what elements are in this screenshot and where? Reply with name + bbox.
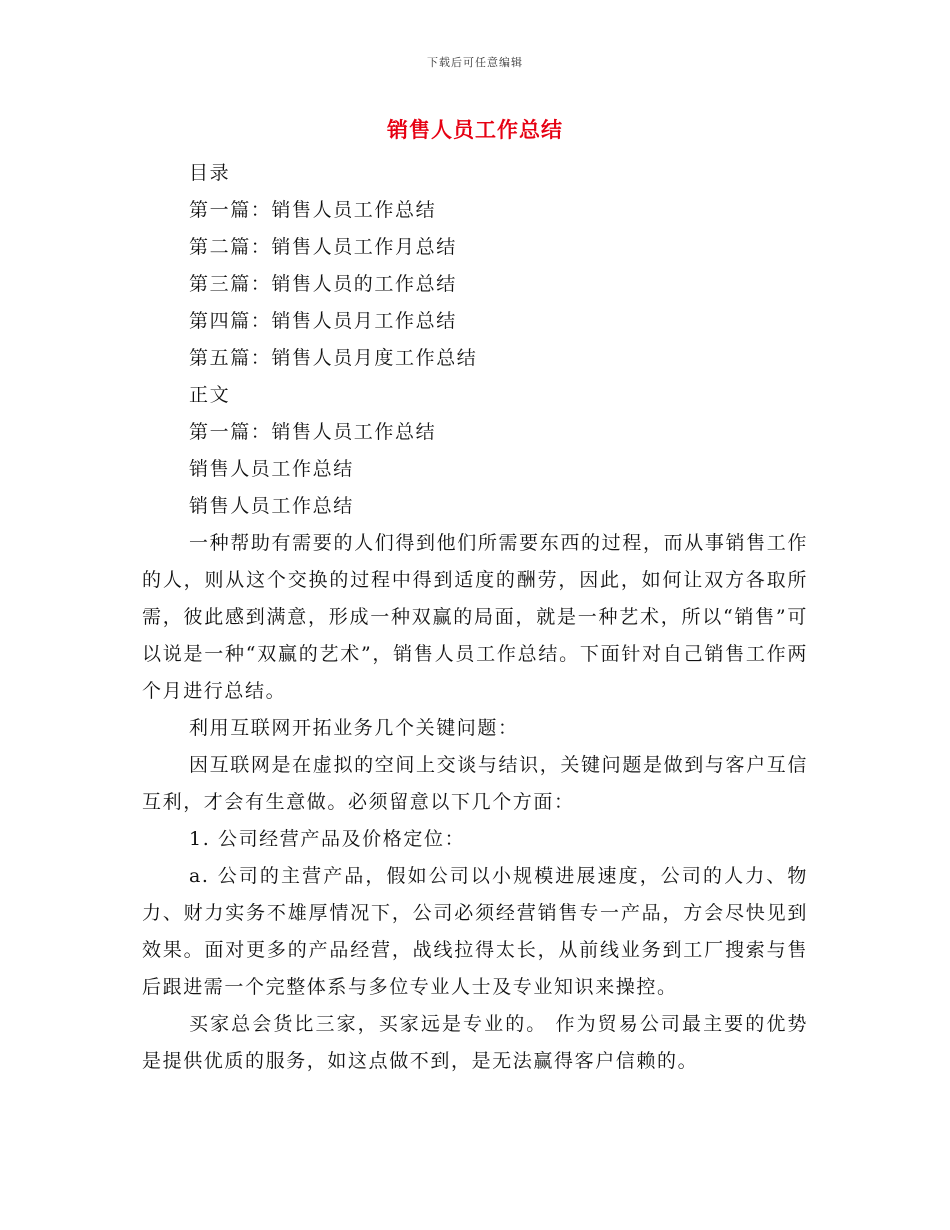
toc-item: 第四篇：销售人员月工作总结 <box>189 310 457 332</box>
sub-heading: 销售人员工作总结 <box>189 495 354 517</box>
paragraph: 利用互联网开拓业务几个关键问题： <box>189 717 519 739</box>
paragraph: a. 公司的主营产品，假如公司以小规模进展速度，公司的人力、物力、财力实务不雄厚情况下，公司必须经营销售专一产品，方会尽快见到效果。面对更多的产品经营，战线拉得太长，从前线业务到工厂搜索与售后跟进需一个完整体系与多位专业人士及专业知识来操控。 <box>142 865 808 998</box>
toc-item: 第三篇：销售人员的工作总结 <box>189 273 457 295</box>
chapter-heading: 第一篇：销售人员工作总结 <box>189 421 437 443</box>
paragraph: 1. 公司经营产品及价格定位： <box>189 828 466 850</box>
paragraph: 一种帮助有需要的人们得到他们所需要东西的过程，而从事销售工作的人，则从这个交换的过程中得到适度的酬劳，因此，如何让双方各取所需，彼此感到满意，形成一种双赢的局面，就是一种艺术，所以“销售”可以说是一种“双赢的艺术”，销售人员工作总结。下面针对自己销售工作两个月进行总结。 <box>142 532 808 702</box>
header-note: 下载后可任意编辑 <box>427 56 523 69</box>
toc-item: 第五篇：销售人员月度工作总结 <box>189 347 478 369</box>
paragraph: 买家总会货比三家，买家远是专业的。 作为贸易公司最主要的优势是提供优质的服务，如这点做不到，是无法赢得客户信赖的。 <box>142 1013 808 1072</box>
body-label: 正文 <box>189 384 231 406</box>
paragraph: 因互联网是在虚拟的空间上交谈与结识，关键问题是做到与客户互信互利，才会有生意做。必须留意以下几个方面： <box>142 754 808 813</box>
document-body <box>142 155 808 1080</box>
toc-item: 第一篇：销售人员工作总结 <box>189 199 437 221</box>
toc-label: 目录 <box>189 162 231 184</box>
sub-heading: 销售人员工作总结 <box>189 458 354 480</box>
toc-item: 第二篇：销售人员工作月总结 <box>189 236 457 258</box>
document-title: 销售人员工作总结 <box>387 117 563 142</box>
